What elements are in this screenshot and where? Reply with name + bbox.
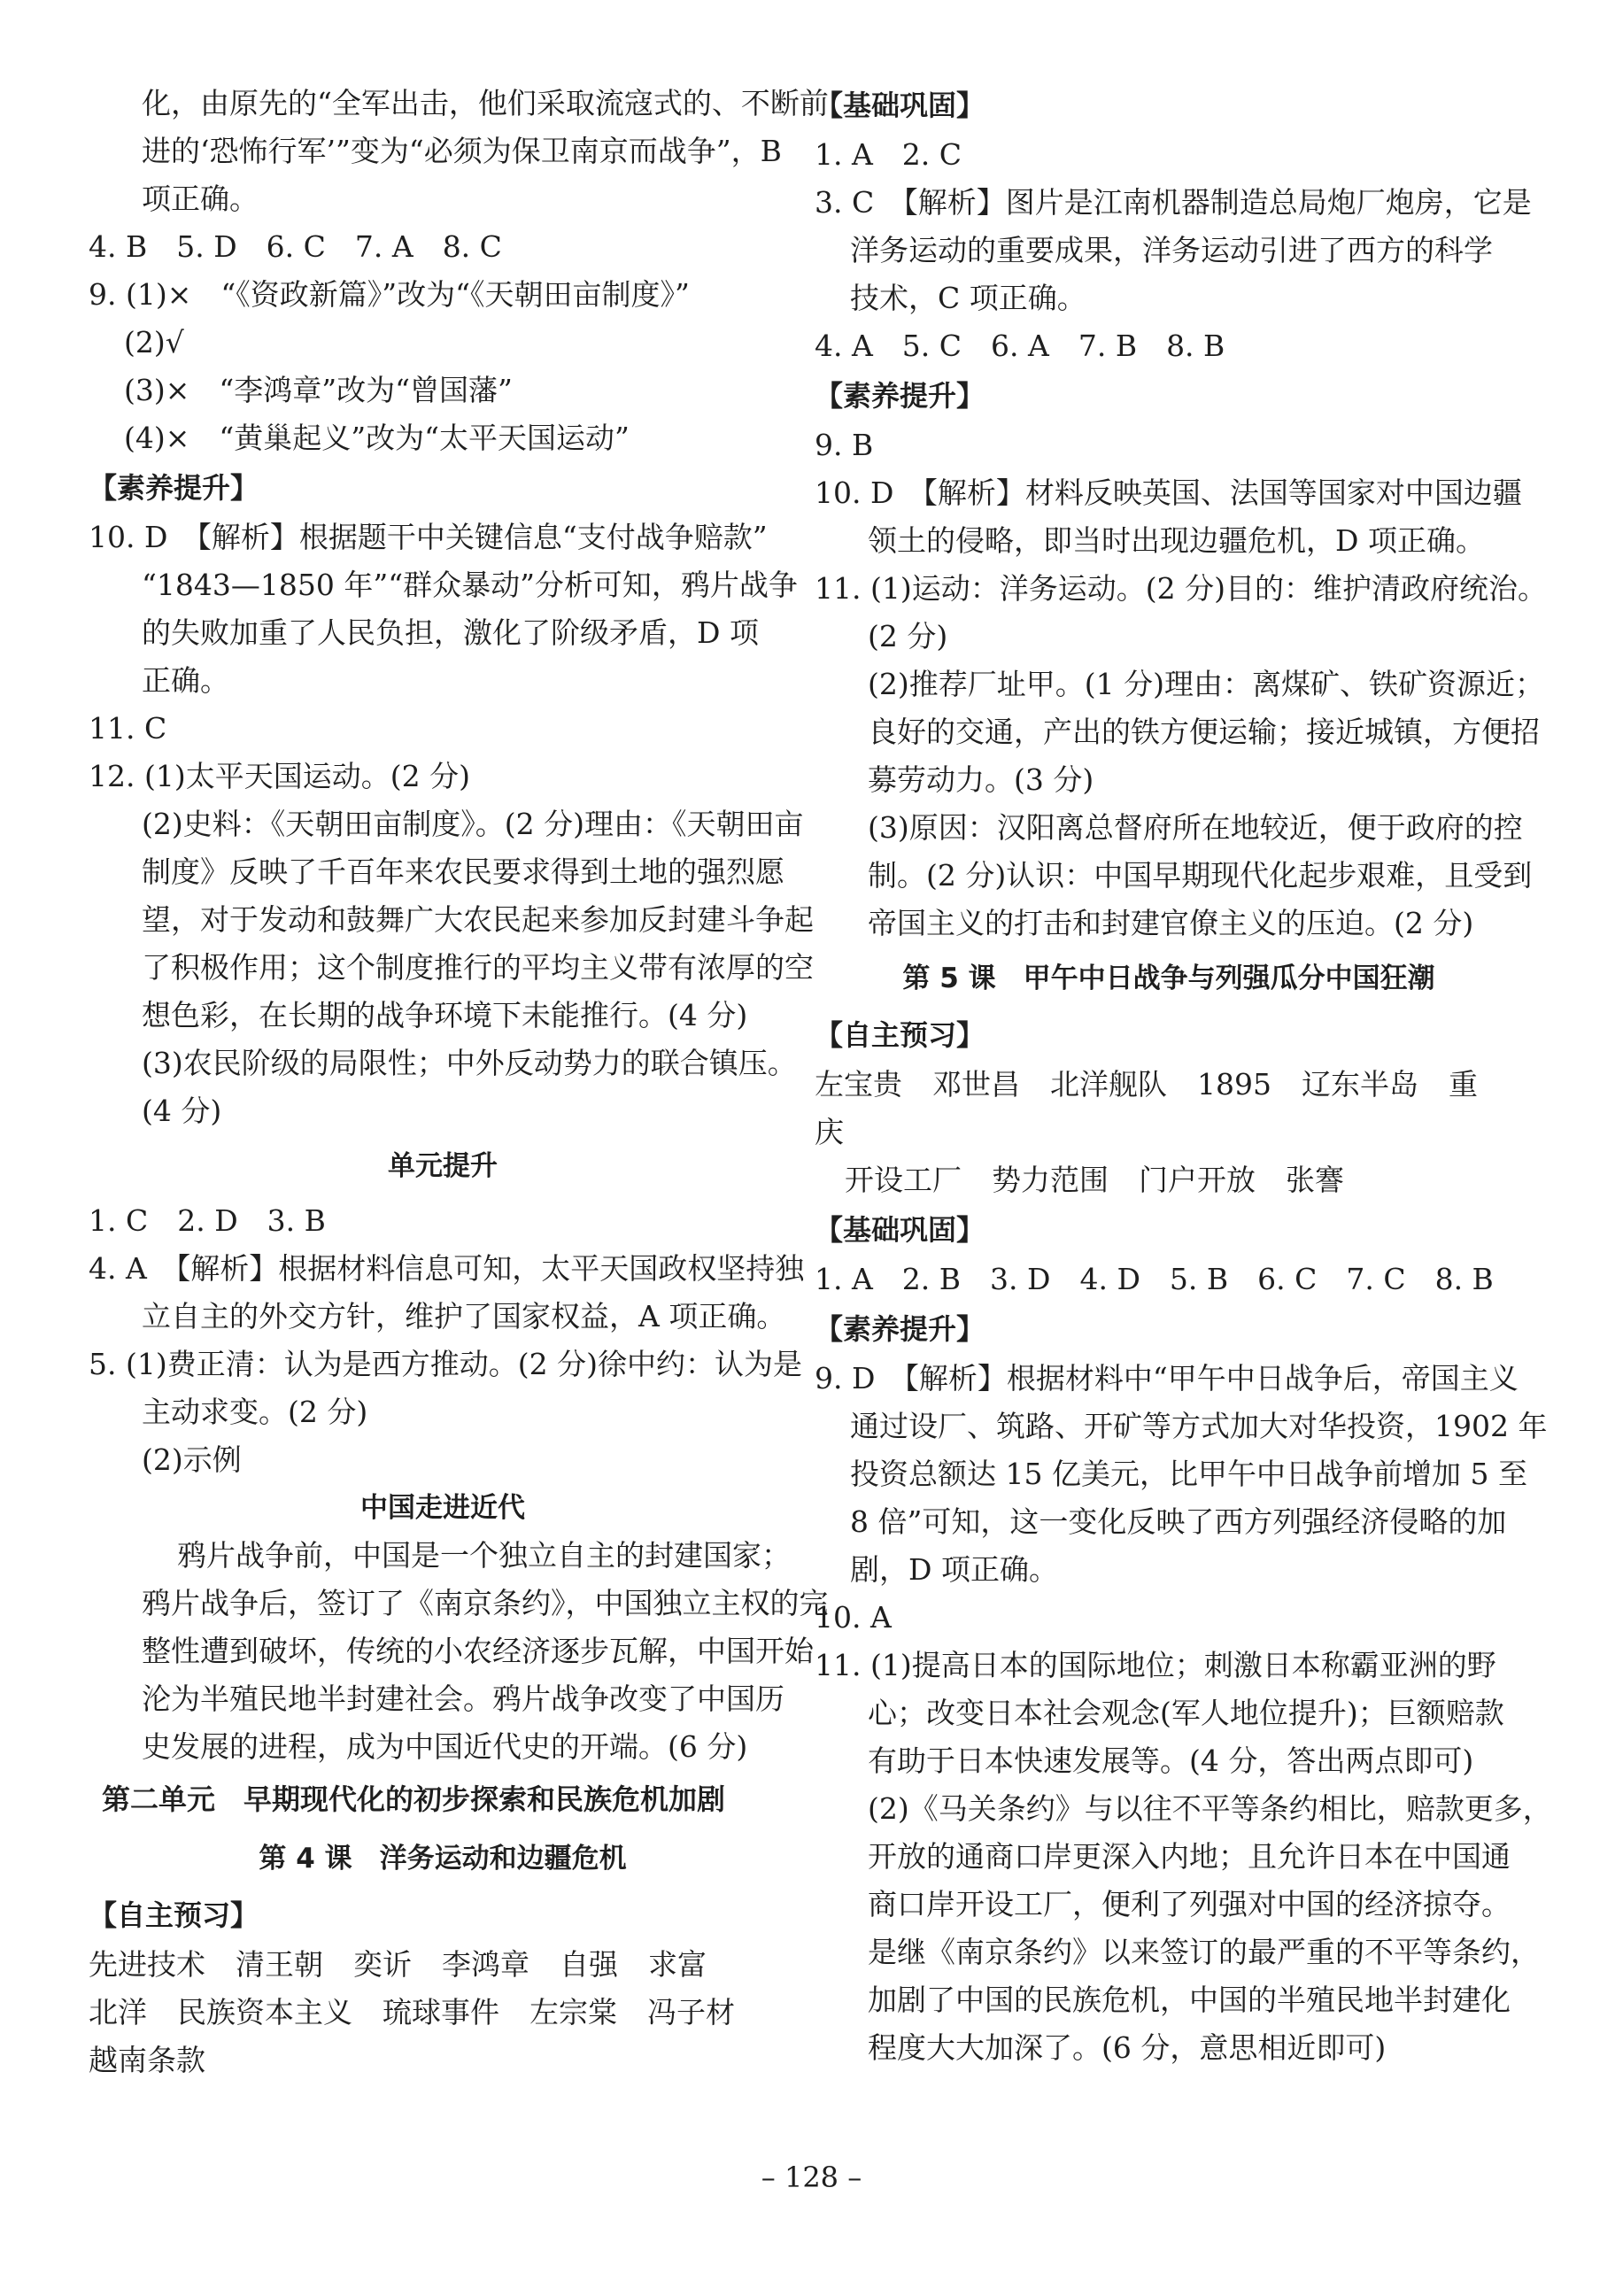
section-header: 【自主预习】 — [89, 1898, 259, 1932]
text-line: 化，由原先的“全军出击，他们采取流寇式的、不断前 — [142, 86, 829, 120]
text-line: 望，对于发动和鼓舞广大农民起来参加反封建斗争起 — [142, 902, 814, 937]
essay-line: 鸦片战争前，中国是一个独立自主的封建国家； — [177, 1538, 791, 1573]
question-12: 12. (1)太平天国运动。(2 分) — [89, 759, 470, 793]
text-line: 加剧了中国的民族危机，中国的半殖民地半封建化 — [868, 1983, 1511, 2017]
text-line: 立自主的外交方针，维护了国家权益，A 项正确。 — [142, 1299, 786, 1334]
question-11: 11. C — [89, 711, 167, 746]
text-line: “1843—1850 年”“群众暴动”分析可知，鸦片战争 — [142, 568, 798, 602]
question-10: 10. D 【解析】材料反映英国、法国等国家对中国边疆 — [815, 475, 1522, 510]
text-line: 洋务运动的重要成果，洋务运动引进了西方的科学 — [850, 233, 1493, 267]
preview-word: 辽东半岛 — [1301, 1067, 1418, 1102]
text-line: 正确。 — [142, 663, 229, 698]
preview-word: 自强 — [560, 1947, 618, 1982]
text-line: 主动求变。(2 分) — [142, 1395, 368, 1429]
preview-word: 势力范围 — [992, 1163, 1109, 1197]
preview-word: 北洋舰队 — [1050, 1067, 1167, 1102]
text-line: 想色彩，在长期的战争环境下未能推行。(4 分) — [142, 998, 748, 1032]
section-header: 【自主预习】 — [815, 1018, 985, 1052]
text-line: 领土的侵略，即当时出现边疆危机，D 项正确。 — [868, 523, 1485, 558]
preview-words-row — [89, 2037, 797, 2084]
essay-title: 中国走进近代 — [360, 1492, 525, 1524]
preview-word: 奕䜣 — [353, 1947, 412, 1982]
preview-word: 左宗棠 — [529, 1995, 617, 2029]
preview-word: 门户开放 — [1139, 1163, 1256, 1197]
text-line: (2 分) — [868, 619, 948, 653]
text-line: 帝国主义的打击和封建官僚主义的压迫。(2 分) — [868, 906, 1474, 940]
page-number: – 128 – — [761, 2161, 862, 2194]
lesson-4-title: 第 4 课 洋务运动和边疆危机 — [259, 1843, 627, 1875]
text-line: 投资总额达 15 亿美元，比甲午中日战争前增加 5 至 — [850, 1457, 1527, 1491]
essay-line: 史发展的进程，成为中国近代史的开端。(6 分) — [142, 1729, 748, 1764]
answer-line: 1. C 2. D 3. B — [89, 1203, 326, 1238]
text-line: 开放的通商口岸更深入内地；且允许日本在中国通 — [868, 1839, 1511, 1874]
question-4: 4. A 【解析】根据材料信息可知，太平天国政权坚持独 — [89, 1251, 805, 1286]
text-line: 良好的交通，产出的铁方便运输；接近城镇，方便招 — [868, 715, 1540, 749]
text-line: (2)√ — [124, 325, 184, 359]
answer-line: 4. A 5. C 6. A 7. B 8. B — [815, 329, 1225, 363]
text-line: (2)史料：《天朝田亩制度》。(2 分)理由：《天朝田亩 — [142, 807, 804, 841]
question-11: 11. (1)提高日本的国际地位；刺激日本称霸亚洲的野 — [815, 1648, 1496, 1682]
lesson-5-title: 第 5 课 甲午中日战争与列强瓜分中国狂潮 — [902, 962, 1435, 994]
section-header: 【素养提升】 — [815, 1312, 985, 1346]
text-line: 8 倍”可知，这一变化反映了西方列强经济侵略的加 — [850, 1504, 1507, 1539]
question-9: 9. (1)× “《资政新篇》”改为“《天朝田亩制度》” — [89, 277, 690, 312]
text-line: 剧，D 项正确。 — [850, 1552, 1058, 1587]
unit-title: 单元提升 — [388, 1150, 498, 1182]
preview-word: 张謇 — [1286, 1163, 1344, 1197]
text-line: 心；改变日本社会观念(军人地位提升)；巨额赔款 — [868, 1696, 1504, 1730]
text-line: (2)《马关条约》与以往不平等条约相比，赔款更多， — [868, 1791, 1552, 1826]
text-line: 是继《南京条约》以来签订的最严重的不平等条约， — [868, 1935, 1540, 1969]
text-line: 项正确。 — [142, 182, 259, 216]
text-line: 募劳动力。(3 分) — [868, 762, 1094, 797]
preview-word: 李鸿章 — [442, 1947, 529, 1982]
preview-word: 邓世昌 — [932, 1067, 1020, 1102]
preview-word: 重庆 — [815, 1067, 1478, 1149]
left-column — [89, 80, 829, 2084]
essay-line: 沦为半殖民地半封建社会。鸦片战争改变了中国历 — [142, 1681, 784, 1716]
preview-words-row — [815, 1156, 1523, 1204]
preview-words-row — [89, 1941, 797, 1989]
right-column — [815, 80, 1552, 2072]
text-line: (3)原因：汉阳离总督府所在地较近，便于政府的控 — [868, 810, 1523, 845]
preview-word: 民族资本主义 — [177, 1995, 352, 2029]
text-line: (3)农民阶级的局限性；中外反动势力的联合镇压。 — [142, 1046, 797, 1080]
preview-word: 开设工厂 — [845, 1163, 962, 1197]
answer-line: 1. A 2. B 3. D 4. D 5. B 6. C 7. C 8. B — [815, 1262, 1494, 1296]
text-line: 程度大大加深了。(6 分，意思相近即可) — [868, 2030, 1387, 2065]
preview-word: 求富 — [648, 1947, 707, 1982]
section-header: 【基础巩固】 — [815, 1213, 985, 1247]
preview-word: 北洋 — [89, 1995, 147, 2029]
text-line: 了积极作用；这个制度推行的平均主义带有浓厚的空 — [142, 950, 814, 985]
text-line: 有助于日本快速发展等。(4 分，答出两点即可) — [868, 1743, 1474, 1778]
preview-word: 冯子材 — [647, 1995, 735, 2029]
text-line: (2)推荐厂址甲。(1 分)理由：离煤矿、铁矿资源近； — [868, 667, 1544, 701]
question-10: 10. D 【解析】根据题干中关键信息“支付战争赔款” — [89, 520, 768, 554]
preview-word: 1895 — [1197, 1067, 1271, 1102]
essay-line: 整性遭到破坏，传统的小农经济逐步瓦解，中国开始 — [142, 1634, 814, 1668]
text-line: 通过设厂、筑路、开矿等方式加大对华投资，1902 年 — [850, 1409, 1548, 1443]
preview-word: 清王朝 — [236, 1947, 323, 1982]
preview-word: 先进技术 — [89, 1947, 205, 1982]
text-line: 的失败加重了人民负担，激化了阶级矛盾，D 项 — [142, 615, 759, 650]
question-9: 9. D 【解析】根据材料中“甲午中日战争后，帝国主义 — [815, 1361, 1519, 1395]
preview-words-row — [89, 1989, 797, 2037]
question-5: 5. (1)费正清：认为是西方推动。(2 分)徐中约：认为是 — [89, 1347, 802, 1381]
text-line: (4)× “黄巢起义”改为“太平天国运动” — [124, 421, 630, 455]
section-header: 【素养提升】 — [815, 379, 985, 413]
text-line: 制度》反映了千百年来农民要求得到土地的强烈愿 — [142, 854, 784, 889]
question-3: 3. C 【解析】图片是江南机器制造总局炮厂炮房，它是 — [815, 185, 1532, 220]
preview-word: 左宝贵 — [815, 1067, 902, 1102]
text-line: (4 分) — [142, 1094, 222, 1128]
preview-word: 越南条款 — [89, 2043, 205, 2077]
question-11: 11. (1)运动：洋务运动。(2 分)目的：维护清政府统治。 — [815, 571, 1547, 606]
preview-words-row — [815, 1061, 1523, 1156]
section-header: 【素养提升】 — [89, 471, 259, 505]
text-line: 进的‘恐怖行军’”变为“必须为保卫南京而战争”，B — [142, 134, 782, 168]
text-line: (2)示例 — [142, 1442, 242, 1477]
text-line: 技术，C 项正确。 — [850, 281, 1086, 315]
answer-line: 4. B 5. D 6. C 7. A 8. C — [89, 229, 502, 264]
question-10: 10. A — [815, 1600, 892, 1635]
answer-line: 1. A 2. C — [815, 137, 962, 172]
unit-2-title: 第二单元 早期现代化的初步探索和民族危机加剧 — [102, 1782, 726, 1816]
text-line: 制。(2 分)认识：中国早期现代化起步艰难，且受到 — [868, 858, 1533, 893]
preview-word: 琉球事件 — [383, 1995, 499, 2029]
text-line: (3)× “李鸿章”改为“曾国藩” — [124, 373, 513, 407]
section-header: 【基础巩固】 — [815, 89, 985, 122]
essay-line: 鸦片战争后，签订了《南京条约》，中国独立主权的完 — [142, 1586, 829, 1620]
question-9: 9. B — [815, 428, 874, 462]
text-line: 商口岸开设工厂，便利了列强对中国的经济掠夺。 — [868, 1887, 1511, 1921]
